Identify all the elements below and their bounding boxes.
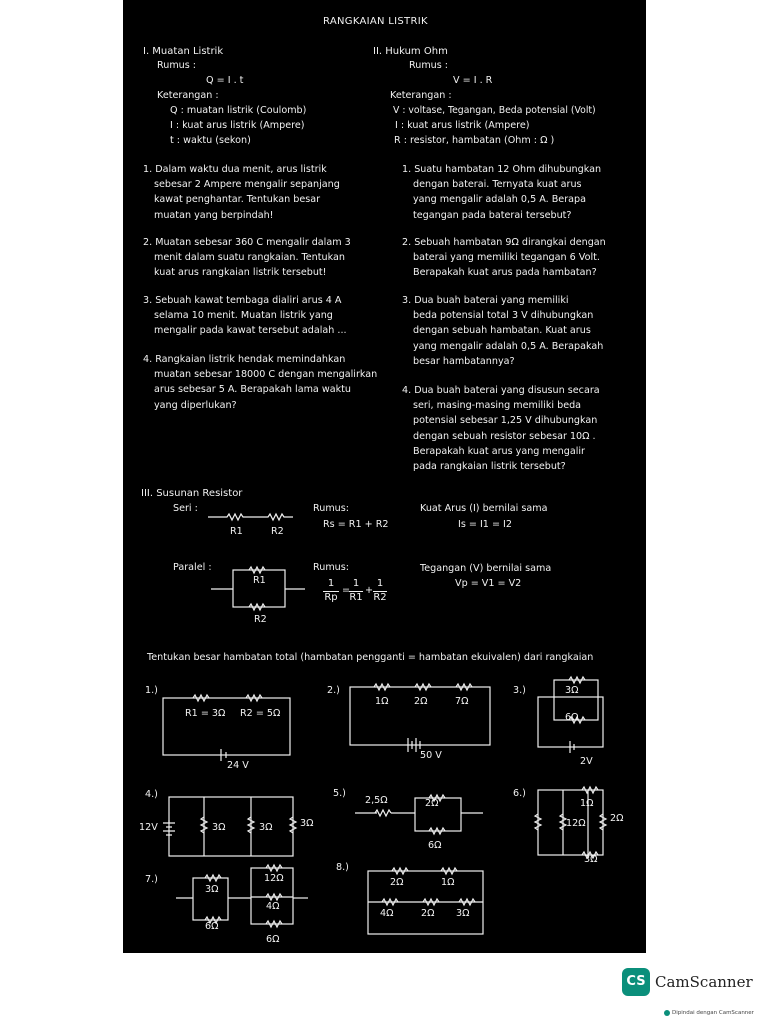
paralel-r2-label: R2: [254, 614, 267, 625]
seri-note: Kuat Arus (I) bernilai sama: [420, 503, 548, 514]
section1-rumus-label: Rumus :: [157, 60, 197, 71]
paralel-formula-term2: $\frac{1}{R2}$: [373, 578, 387, 603]
scanned-page: [123, 0, 646, 953]
section1-question-3: 3. Sebuah kawat tembaga dialiri arus 4 A selama 10 menit. Muatan listrik yang mengalir pada kawat tersebut adalah ...: [143, 295, 347, 337]
section3-heading: III. Susunan Resistor: [141, 488, 243, 499]
circuit-7: [176, 865, 308, 927]
paralel-note-formula: Vp = V1 = V2: [455, 578, 522, 589]
circuit-3-r2: 6Ω: [565, 712, 579, 723]
circuit-8-r3: 4Ω: [380, 908, 394, 919]
section1-question-4: 4. Rangkaian listrik hendak memindahkan muatan sebesar 18000 C dengan mengalirkan arus sebesar 5 A. Berapakah lama waktu yang diperlukan?: [143, 354, 378, 411]
circuit-7-number: 7.): [145, 874, 158, 885]
section1-question-1: 1. Dalam waktu dua menit, arus listrik sebesar 2 Ampere mengalir sepanjang kawat penghantar. Tentukan besar muatan yang berpindah!: [143, 164, 340, 221]
section2-question-2: 2. Sebuah hambatan 9Ω dirangkai dengan baterai yang memiliki tegangan 6 Volt. Berapakah kuat arus pada hambatan?: [402, 237, 606, 279]
circuit-8-r5: 3Ω: [456, 908, 470, 919]
seri-diagram: [208, 514, 293, 520]
circuit-8-r2: 1Ω: [441, 877, 455, 888]
circuit-8-r4: 2Ω: [421, 908, 435, 919]
circuit-5-r3: 6Ω: [428, 840, 442, 851]
paralel-formula-lhs: $\frac{1}{Rp}$: [324, 578, 338, 603]
circuit-2-number: 2.): [327, 685, 340, 696]
section2-keterangan-label: Keterangan :: [390, 90, 452, 101]
section1-item: Q : muatan listrik (Coulomb): [170, 105, 307, 116]
circuit-1-r2: R2 = 5Ω: [240, 708, 281, 719]
circuit-2-voltage: 50 V: [420, 750, 442, 761]
circuit-3-number: 3.): [513, 685, 526, 696]
circuit-4: [163, 797, 296, 856]
seri-r2-label: R2: [271, 526, 284, 537]
section1-formula: Q = I . t: [206, 75, 244, 86]
section2-formula: V = I . R: [453, 75, 493, 86]
circuit-6-r2: 12Ω: [566, 818, 586, 829]
paralel-r1-label: R1: [253, 575, 266, 586]
circuit-4-voltage: 12V: [139, 822, 158, 833]
section2-question-4: 4. Dua buah baterai yang disusun secara seri, masing-masing memiliki beda potensial sebesar 1,25 V dihubungkan dengan sebuah resistor sebesar 10Ω . Berapakah kuat arus yang mengalir pada rangkaian listrik tersebut?: [402, 385, 600, 473]
section2-item: I : kuat arus listrik (Ampere): [395, 120, 530, 131]
circuit-7-r5: 6Ω: [266, 934, 280, 945]
circuit-6-number: 6.): [513, 788, 526, 799]
seri-rumus-label: Rumus:: [313, 503, 349, 514]
circuit-1-number: 1.): [145, 685, 158, 696]
circuit-6-r4: 3Ω: [584, 854, 598, 865]
circuit-3-r1: 3Ω: [565, 685, 579, 696]
paralel-formula-plus: +: [365, 585, 374, 596]
page-title: RANGKAIAN LISTRIK: [323, 16, 428, 27]
circuit-4-r1: 3Ω: [212, 822, 226, 833]
circuit-3-voltage: 2V: [580, 756, 593, 767]
section2-item: R : resistor, hambatan (Ohm : Ω ): [394, 135, 555, 146]
camscanner-logo: CS: [622, 968, 650, 996]
section2-question-1: 1. Suatu hambatan 12 Ohm dihubungkan dengan baterai. Ternyata kuat arus yang mengalir adalah 0,5 A. Berapa tegangan pada baterai tersebut?: [402, 164, 602, 221]
circuit-7-r1: 3Ω: [205, 884, 219, 895]
section1-heading: I. Muatan Listrik: [143, 46, 224, 57]
seri-note-formula: Is = I1 = I2: [458, 519, 512, 530]
circuit-1: [163, 695, 290, 761]
paralel-rumus-label: Rumus:: [313, 562, 349, 573]
circuit-4-r3: 3Ω: [300, 818, 314, 829]
circuit-4-number: 4.): [145, 789, 158, 800]
paralel-formula-eq: =: [342, 585, 351, 596]
circuit-7-r2: 6Ω: [205, 921, 219, 932]
seri-label: Seri :: [173, 503, 198, 514]
circuit-5-r1: 2,5Ω: [365, 795, 388, 806]
section2-item: V : voltase, Tegangan, Beda potensial (Volt): [393, 105, 596, 116]
paralel-label: Paralel :: [173, 562, 212, 573]
circuit-8-r1: 2Ω: [390, 877, 404, 888]
paralel-note: Tegangan (V) bernilai sama: [420, 563, 552, 574]
circuit-8-number: 8.): [336, 862, 349, 873]
circuit-7-r4: 4Ω: [266, 901, 280, 912]
circuit-6-r1: 1Ω: [580, 798, 594, 809]
circuit-6-r3: 2Ω: [610, 813, 624, 824]
section1-keterangan-label: Keterangan :: [157, 90, 219, 101]
circuit-2-r1: 1Ω: [375, 696, 389, 707]
circuit-4-r2: 3Ω: [259, 822, 273, 833]
circuit-2-r2: 2Ω: [414, 696, 428, 707]
circuit-diagrams: [123, 0, 646, 953]
circuit-8: [368, 868, 483, 934]
seri-r1-label: R1: [230, 526, 243, 537]
circuit-2-r3: 7Ω: [455, 696, 469, 707]
camscanner-small-icon: [664, 1010, 670, 1016]
camscanner-brand: CamScanner: [655, 973, 753, 991]
section2-heading: II. Hukum Ohm: [373, 46, 448, 57]
section1-question-2: 2. Muatan sebesar 360 C mengalir dalam 3 menit dalam suatu rangkaian. Tentukan kuat arus rangkaian listrik tersebut!: [143, 237, 351, 279]
section1-item: I : kuat arus listrik (Ampere): [170, 120, 305, 131]
circuit-5-number: 5.): [333, 788, 346, 799]
circuit-1-voltage: 24 V: [227, 760, 249, 771]
camscanner-caption: Dipindai dengan CamScanner: [672, 1010, 754, 1016]
paralel-diagram: [211, 567, 305, 610]
seri-formula: Rs = R1 + R2: [323, 519, 389, 530]
paralel-formula-term1: $\frac{1}{R1}$: [349, 578, 363, 603]
section2-rumus-label: Rumus :: [409, 60, 449, 71]
circuit-7-r3: 12Ω: [264, 873, 284, 884]
circuit-1-r1: R1 = 3Ω: [185, 708, 226, 719]
section2-question-3: 3. Dua buah baterai yang memiliki beda potensial total 3 V dihubungkan dengan sebuah hambatan. Kuat arus yang mengalir adalah 0,5 A. Berapakah besar hambatannya?: [402, 295, 604, 367]
section1-item: t : waktu (sekon): [170, 135, 251, 146]
circuit-5-r2: 2Ω: [425, 798, 439, 809]
task-instruction: Tentukan besar hambatan total (hambatan pengganti = hambatan ekuivalen) dari rangkaian: [147, 652, 594, 663]
